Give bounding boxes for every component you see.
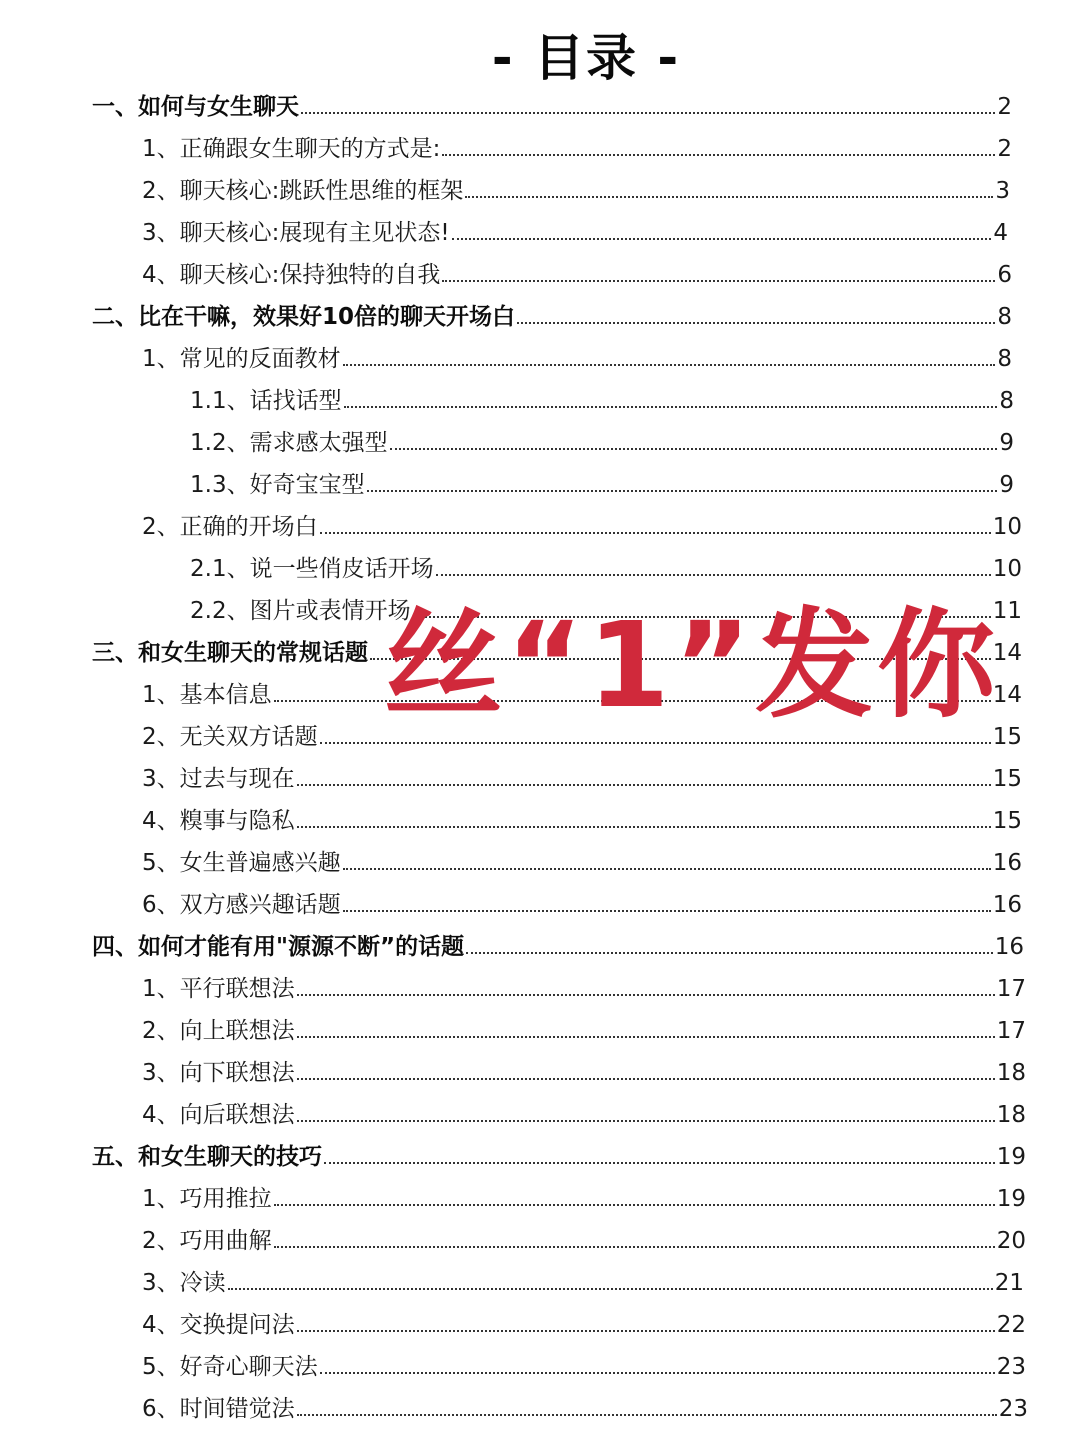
dot-leader [297, 1036, 995, 1038]
dot-leader [320, 742, 991, 744]
toc-entry-page: 17 [996, 976, 1026, 1002]
toc-entry-page: 16 [994, 934, 1024, 960]
toc-entry-page: 8 [997, 346, 1012, 372]
toc-entry-label: 一、如何与女生聊天 [92, 94, 299, 120]
toc-entry[interactable] [142, 802, 1022, 844]
toc-entry[interactable] [142, 1096, 1026, 1138]
toc-entry[interactable] [190, 550, 1022, 592]
toc-entry[interactable] [142, 844, 1022, 886]
toc-entry-label: 6、时间错觉法 [142, 1396, 295, 1422]
dot-leader [367, 490, 998, 492]
toc-entry[interactable] [142, 1264, 1024, 1306]
toc-entry-label: 2.2、图片或表情开场 [190, 598, 411, 624]
dot-leader [320, 1372, 995, 1374]
toc-entry-page: 9 [999, 430, 1014, 456]
toc-entry[interactable] [142, 1390, 1028, 1432]
toc-entry[interactable] [142, 508, 1022, 550]
dot-leader [297, 994, 995, 996]
toc-entry-page: 15 [992, 766, 1022, 792]
toc-entry-page: 15 [992, 808, 1022, 834]
dot-leader [297, 826, 991, 828]
dot-leader [517, 322, 995, 324]
toc-entry[interactable] [142, 1348, 1026, 1390]
toc-entry-page: 23 [998, 1396, 1028, 1422]
toc-entry-label: 2、向上联想法 [142, 1018, 295, 1044]
dot-leader [466, 952, 993, 954]
toc-entry[interactable] [92, 928, 1024, 970]
toc-entry-page: 10 [992, 556, 1022, 582]
toc-entry-page: 21 [994, 1270, 1024, 1296]
toc-entry[interactable] [92, 1138, 1026, 1180]
toc-entry-label: 三、和女生聊天的常规话题 [92, 640, 368, 666]
dot-leader [390, 448, 998, 450]
dot-leader [301, 112, 995, 114]
toc-entry-page: 22 [996, 1312, 1026, 1338]
toc-entry[interactable] [142, 130, 1012, 172]
toc-entry-label: 1.3、好奇宝宝型 [190, 472, 365, 498]
toc-entry-page: 10 [992, 514, 1022, 540]
toc-entry-page: 11 [992, 598, 1022, 624]
toc-entry-label: 二、比在干嘛，效果好10倍的聊天开场白 [92, 304, 516, 330]
watermark-overlay: 丝“1”发你 [384, 596, 1000, 734]
toc-entry-label: 2、正确的开场白 [142, 514, 318, 540]
dot-leader [442, 280, 995, 282]
toc-entry-label: 1、正确跟女生聊天的方式是: [142, 136, 441, 162]
toc-entry-label: 五、和女生聊天的技巧 [92, 1144, 322, 1170]
toc-entry[interactable] [142, 970, 1026, 1012]
toc-entry-label: 3、过去与现在 [142, 766, 295, 792]
toc-entry-label: 1、常见的反面教材 [142, 346, 341, 372]
toc-entry-page: 18 [996, 1102, 1026, 1128]
toc-entry-label: 1、巧用推拉 [142, 1186, 272, 1212]
dot-leader [274, 1246, 995, 1248]
toc-entry-page: 3 [995, 178, 1010, 204]
dot-leader [465, 196, 993, 198]
dot-leader [297, 1330, 995, 1332]
toc-entry-page: 4 [993, 220, 1008, 246]
dot-leader [436, 574, 991, 576]
dot-leader [297, 1414, 997, 1416]
dot-leader [320, 532, 991, 534]
toc-entry-page: 23 [996, 1354, 1026, 1380]
toc-entry-page: 16 [992, 892, 1022, 918]
toc-entry-label: 1.2、需求感太强型 [190, 430, 388, 456]
toc-entry-page: 6 [997, 262, 1012, 288]
toc-entry[interactable] [142, 1012, 1026, 1054]
toc-entry-page: 14 [992, 682, 1022, 708]
toc-entry-page: 9 [999, 472, 1014, 498]
toc-entry-label: 1.1、话找话型 [190, 388, 342, 414]
toc-entry-label: 1、基本信息 [142, 682, 272, 708]
toc-entry[interactable] [190, 382, 1014, 424]
toc-entry-page: 19 [996, 1144, 1026, 1170]
toc-entry-page: 8 [999, 388, 1014, 414]
toc-entry[interactable] [142, 1222, 1026, 1264]
toc-entry-label: 1、平行联想法 [142, 976, 295, 1002]
toc-entry[interactable] [142, 760, 1022, 802]
dot-leader [228, 1288, 993, 1290]
toc-entry-label: 4、聊天核心:保持独特的自我 [142, 262, 441, 288]
toc-entry-page: 8 [997, 304, 1012, 330]
dot-leader [442, 154, 995, 156]
toc-entry-page: 19 [996, 1186, 1026, 1212]
toc-entry[interactable] [142, 1054, 1026, 1096]
dot-leader [343, 868, 991, 870]
toc-entry[interactable] [142, 340, 1012, 382]
toc-entry-label: 2、无关双方话题 [142, 724, 318, 750]
dot-leader [297, 1120, 995, 1122]
dot-leader [344, 406, 998, 408]
toc-entry[interactable] [92, 88, 1012, 130]
toc-entry-page: 16 [992, 850, 1022, 876]
toc-entry-label: 4、糗事与隐私 [142, 808, 295, 834]
dot-leader [343, 364, 996, 366]
toc-entry-label: 2.1、说一些俏皮话开场 [190, 556, 434, 582]
toc-entry-label: 5、好奇心聊天法 [142, 1354, 318, 1380]
toc-entry[interactable] [142, 214, 1008, 256]
toc-entry-label: 6、双方感兴趣话题 [142, 892, 341, 918]
toc-entry[interactable] [92, 298, 1012, 340]
toc-entry-page: 17 [996, 1018, 1026, 1044]
toc-entry-label: 5、女生普遍感兴趣 [142, 850, 341, 876]
toc-entry-page: 18 [996, 1060, 1026, 1086]
toc-title: - 目录 - [491, 29, 681, 87]
toc-entry-label: 3、向下联想法 [142, 1060, 295, 1086]
toc-entry-label: 2、聊天核心:跳跃性思维的框架 [142, 178, 464, 204]
toc-entry-page: 15 [992, 724, 1022, 750]
toc-entry[interactable] [142, 886, 1022, 928]
toc-entry-label: 2、巧用曲解 [142, 1228, 272, 1254]
toc-entry[interactable] [142, 1180, 1026, 1222]
dot-leader [297, 784, 991, 786]
toc-entry-page: 20 [996, 1228, 1026, 1254]
toc-entry-page: 2 [997, 136, 1012, 162]
dot-leader [452, 238, 992, 240]
toc-entry[interactable] [190, 466, 1014, 508]
toc-entry-label: 3、聊天核心:展现有主见状态! [142, 220, 450, 246]
toc-entry-page: 14 [992, 640, 1022, 666]
dot-leader [343, 910, 991, 912]
dot-leader [297, 1078, 995, 1080]
toc-entry[interactable] [142, 172, 1010, 214]
toc-entry[interactable] [142, 1306, 1026, 1348]
toc-entry-page: 2 [997, 94, 1012, 120]
toc-entry-label: 3、冷读 [142, 1270, 226, 1296]
dot-leader [324, 1162, 995, 1164]
toc-entry[interactable] [190, 424, 1014, 466]
toc-entry-label: 4、向后联想法 [142, 1102, 295, 1128]
dot-leader [274, 1204, 995, 1206]
toc-entry[interactable] [142, 256, 1012, 298]
toc-entry-label: 4、交换提问法 [142, 1312, 295, 1338]
toc-entry-label: 四、如何才能有用"源源不断”的话题 [92, 934, 465, 960]
